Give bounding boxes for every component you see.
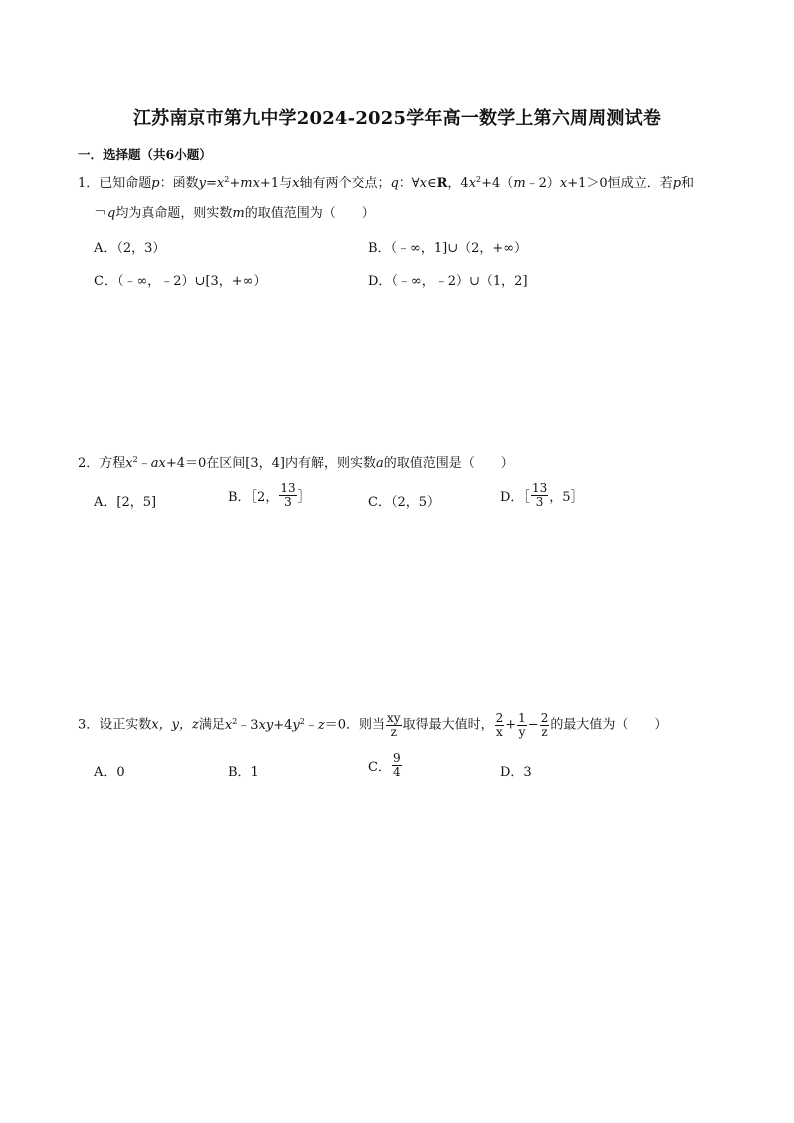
fraction	[386, 712, 402, 739]
exponent: 2	[232, 716, 238, 726]
var: ax	[150, 456, 166, 471]
numerator: 13	[531, 481, 548, 495]
q1-option-c[interactable]: C．（﹣∞，﹣2）∪[3，+∞）	[94, 274, 267, 289]
fraction	[392, 752, 402, 779]
operator: −	[527, 717, 539, 733]
text: 设正实数	[99, 717, 152, 733]
text: 轴有两个交点；	[299, 176, 391, 191]
fraction	[531, 482, 548, 509]
text: +4＝0在区间[3，4]内有解，则实数	[165, 456, 376, 471]
text: =	[206, 176, 217, 191]
text: +	[229, 176, 241, 191]
text: 的最大值为（ ）	[550, 717, 668, 733]
exponent: 2	[299, 716, 305, 726]
question-3	[78, 712, 667, 739]
var: p	[151, 176, 160, 191]
exponent: 2	[132, 455, 138, 464]
fraction	[517, 712, 527, 739]
q3-option-b[interactable]: B．1	[228, 765, 259, 780]
var: a	[375, 456, 384, 471]
text: 和	[681, 176, 695, 191]
text: +4（	[481, 176, 514, 191]
q2-option-d[interactable]	[500, 482, 584, 509]
text: ﹣	[137, 456, 151, 471]
var: x，y，z	[151, 717, 199, 733]
text: ﹣3	[237, 717, 259, 733]
fraction	[279, 482, 296, 509]
numerator: 2	[495, 711, 504, 725]
question-2	[78, 456, 514, 472]
question-number: 3．	[78, 717, 100, 733]
denominator: z	[541, 725, 548, 739]
page-title: 江苏南京市第九中学2024-2025学年高一数学上第六周周测试卷	[132, 108, 662, 129]
fraction	[540, 712, 550, 739]
denominator: 3	[284, 495, 292, 509]
q2-option-c[interactable]: C．（2，5）	[368, 495, 440, 510]
var: x	[559, 176, 568, 191]
q2-option-b[interactable]	[228, 482, 311, 509]
set-R: R	[436, 176, 448, 191]
option-text: B．［2，	[228, 490, 279, 505]
var: xy	[258, 717, 274, 733]
var: x	[292, 176, 300, 191]
var: y	[292, 717, 300, 733]
question-number: 1．	[78, 176, 100, 191]
text: ﹣2）	[525, 176, 560, 191]
text: ∈	[426, 176, 437, 191]
numerator: 9	[392, 751, 401, 765]
fraction	[495, 712, 505, 739]
exponent: 2	[476, 175, 482, 184]
text: ：∀	[398, 176, 420, 191]
var: x	[468, 176, 477, 191]
denominator: 3	[535, 495, 544, 509]
q3-option-a[interactable]: A．0	[94, 765, 125, 780]
question-1-line-1	[78, 176, 694, 192]
var: mx	[240, 176, 260, 191]
text: ，4	[447, 176, 469, 191]
option-text: ］	[297, 490, 311, 505]
option-text: D．［	[500, 490, 530, 505]
text: ＝0．则当	[324, 717, 386, 733]
var: z	[317, 717, 325, 733]
text: 满足	[198, 717, 225, 733]
equation	[225, 718, 325, 733]
var: m	[513, 176, 526, 191]
denominator: z	[390, 725, 397, 739]
var: x	[419, 176, 427, 191]
q3-option-d[interactable]: D．3	[500, 765, 532, 780]
question-1-line-2	[94, 206, 375, 222]
q1-option-d[interactable]: D．（﹣∞，﹣2）∪（1，2]	[368, 274, 528, 289]
text: 的取值范围为（ ）	[244, 206, 375, 221]
option-text: ，5］	[549, 490, 584, 505]
text: ﹣	[304, 717, 318, 733]
text: 已知命题	[99, 176, 152, 191]
q1-option-b[interactable]: B．（﹣∞，1]∪（2，+∞）	[368, 241, 528, 256]
var: x	[224, 717, 233, 733]
var: x	[125, 456, 133, 471]
text: ：函数	[159, 176, 199, 191]
q3-option-c[interactable]	[368, 752, 403, 779]
var: q	[390, 176, 399, 191]
text: +1＞0恒成立．若	[567, 176, 673, 191]
text: 的取值范围是（ ）	[383, 456, 514, 471]
numerator: 13	[280, 481, 296, 495]
text: +1与	[259, 176, 293, 191]
denominator: 4	[392, 765, 401, 779]
numerator: xy	[387, 711, 401, 725]
text: +4	[273, 717, 293, 733]
text: 均为真命题，则实数	[115, 206, 233, 221]
var: p	[672, 176, 682, 191]
var: m	[232, 206, 245, 221]
operator: +	[505, 717, 517, 733]
option-text: C．	[368, 760, 391, 775]
text: 方程	[99, 456, 126, 471]
numerator: 1	[518, 711, 526, 725]
negation-symbol: ￢	[94, 206, 108, 221]
var: y	[198, 176, 206, 191]
denominator: x	[496, 725, 503, 739]
numerator: 2	[540, 711, 549, 725]
section-heading: 一．选择题（共6小题）	[78, 147, 212, 162]
denominator: y	[518, 725, 526, 739]
var: q	[107, 206, 116, 221]
text: 取得最大值时，	[402, 717, 494, 733]
exponent: 2	[224, 175, 230, 184]
q1-option-a[interactable]: A．（2，3）	[94, 241, 166, 256]
var: x	[216, 176, 225, 191]
question-number: 2．	[78, 456, 100, 471]
q2-option-a[interactable]: A．[2，5]	[94, 495, 157, 510]
